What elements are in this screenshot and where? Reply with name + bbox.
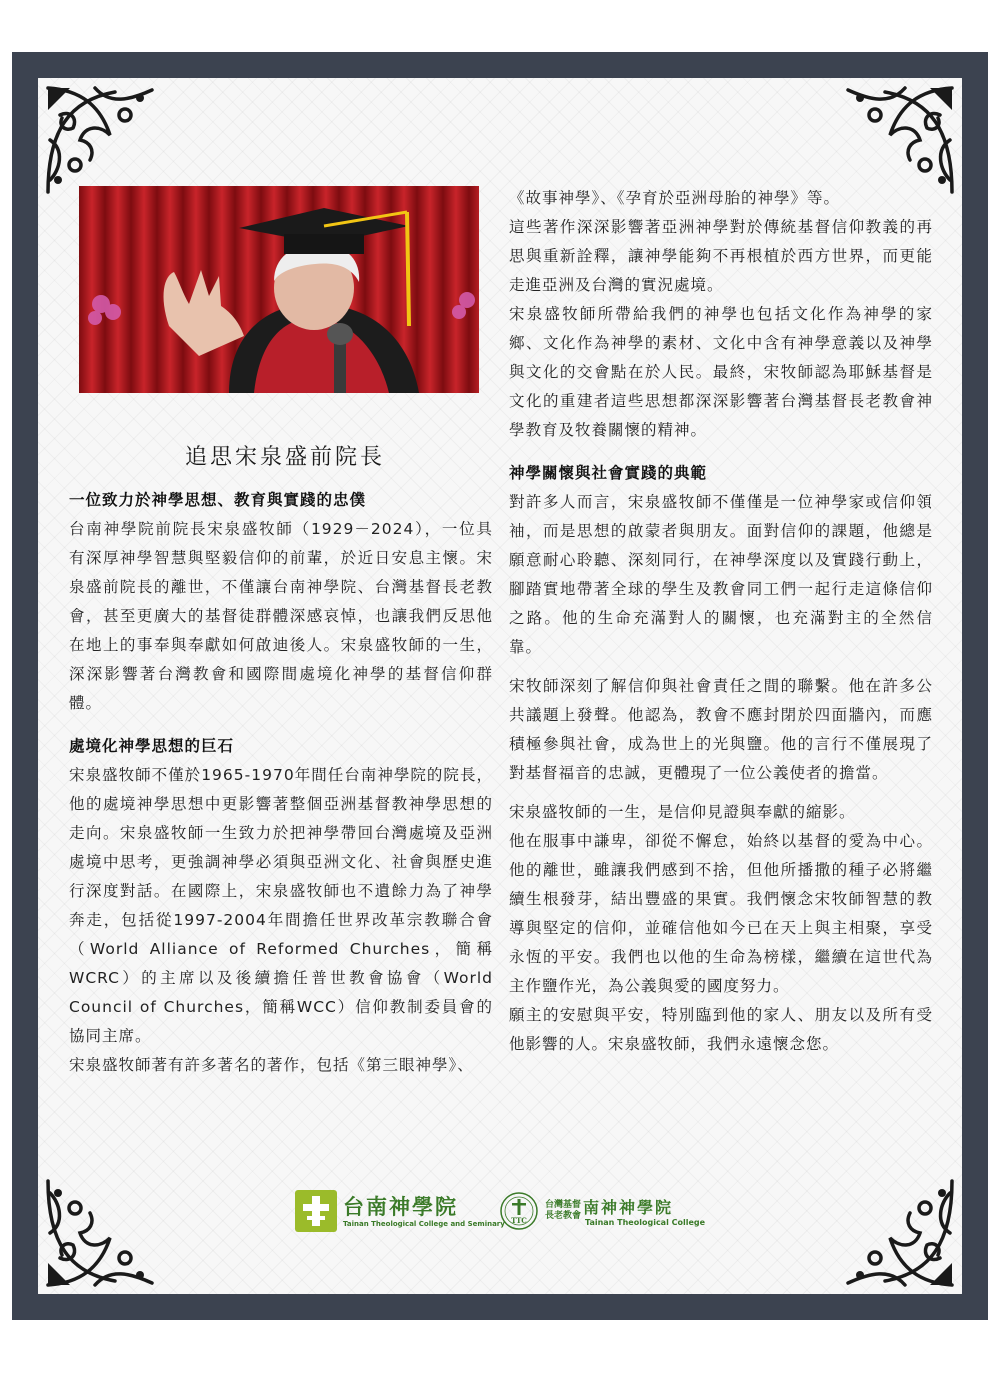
tainan-seminary-logo	[295, 1188, 505, 1234]
logo-name: 台南神學院	[343, 1195, 458, 1219]
ttc-seal-icon	[499, 1191, 539, 1231]
paragraph: 對許多人而言，宋泉盛牧師不僅僅是一位神學家或信仰領袖，而是思想的啟蒙者與朋友。面對信仰的課題，他總是願意耐心聆聽、深刻同行，在神學深度以及實踐行動上，腳踏實地帶著全球的學生及教會同工們一起行走這條信仰之路。他的生命充滿對人的關懷，也充滿對主的全然信靠。	[509, 493, 933, 656]
portrait-photo	[79, 186, 479, 393]
corner-ornament-top-right	[840, 80, 960, 200]
logo-subtitle: Tainan Theological College	[585, 1218, 706, 1227]
corner-ornament-bottom-left	[40, 1173, 160, 1293]
page-title: 追思宋泉盛前院長	[184, 445, 385, 470]
paragraph: 宋泉盛牧師著有許多著名的著作，包括《第三眼神學》、	[69, 1056, 474, 1074]
left-column	[69, 486, 493, 1080]
paragraph: 願主的安慰與平安，特別臨到他的家人、朋友以及所有受他影響的人。宋泉盛牧師，我們永遠懷念您。	[509, 1006, 933, 1053]
right-column	[509, 184, 933, 1059]
logo-subtitle: Tainan Theological College and Seminary	[343, 1220, 505, 1228]
section-heading: 一位致力於神學思想、教育與實踐的忠僕	[69, 491, 367, 509]
logo-name: 南神神學院	[583, 1198, 674, 1217]
section-heading: 處境化神學思想的巨石	[69, 737, 235, 755]
seal-text: TTC	[511, 1216, 527, 1225]
logo-line1: 台灣基督	[545, 1200, 582, 1210]
paragraph: 台南神學院前院長宋泉盛牧師（1929－2024），一位具有深厚神學智慧與堅毅信仰的前輩，於近日安息主懷。宋泉盛前院長的離世，不僅讓台南神學院、台灣基督長老教會，甚至更廣大的基督徒群體深感哀悼，也讓我們反思他在地上的事奉與奉獻如何啟迪後人。宋泉盛牧師的一生，深深影響著台灣教會和國際間處境化神學的基督信仰群體。	[69, 520, 493, 712]
section-heading: 神學關懷與社會實踐的典範	[509, 464, 708, 482]
paragraph: 宋泉盛牧師的一生，是信仰見證與奉獻的縮影。	[509, 803, 856, 821]
corner-ornament-bottom-right	[840, 1173, 960, 1293]
corner-ornament-top-left	[40, 80, 160, 200]
ttc-logo	[499, 1188, 705, 1234]
paragraph: 他在服事中謙卑，卻從不懈怠，始終以基督的愛為中心。他的離世，雖讓我們感到不捨，但他所播撒的種子必將繼續生根發芽，結出豐盛的果實。我們懷念宋牧師智慧的教導與堅定的信仰，並確信他如今已在天上與主相聚，享受永恆的平安。我們也以他的生命為榜樣，繼續在這世代為主作鹽作光，為公義與愛的國度努力。	[509, 832, 933, 995]
cross-logo-icon	[295, 1190, 337, 1232]
logo-line2: 長老教會	[545, 1211, 582, 1221]
paragraph: 這些著作深深影響著亞洲神學對於傳統基督信仰教義的再思與重新詮釋，讓神學能夠不再根植於西方世界，而更能走進亞洲及台灣的實況處境。	[509, 218, 933, 294]
paragraph: 宋泉盛牧師不僅於1965-1970年間任台南神學院的院長，他的處境神學思想中更影響著整個亞洲基督教神學思想的走向。宋泉盛牧師一生致力於把神學帶回台灣處境及亞洲處境中思考，更強調神學必須與亞洲文化、社會與歷史進行深度對話。在國際上，宋泉盛牧師也不遺餘力為了神學奔走，包括從1997-2004年間擔任世界改革宗教聯合會（World Alliance of Reformed Churches，簡稱WCRC）的主席以及後續擔任普世教會協會（World Council of Churches，簡稱WCC）信仰教制委員會的協同主席。	[69, 766, 493, 1045]
paragraph: 宋牧師深刻了解信仰與社會責任之間的聯繫。他在許多公共議題上發聲。他認為，教會不應封閉於四面牆內，而應積極參與社會，成為世上的光與鹽。他的言行不僅展現了對基督福音的忠誠，更體現了一位公義使者的擔當。	[509, 677, 933, 782]
paragraph: 宋泉盛牧師所帶給我們的神學也包括文化作為神學的家鄉、文化作為神學的素材、文化中含有神學意義以及神學與文化的交會點在於人民。最終，宋牧師認為耶穌基督是文化的重建者這些思想都深深影響著台灣基督長老教會神學教育及牧養關懷的精神。	[509, 305, 933, 439]
paragraph: 《故事神學》、《孕育於亞洲母胎的神學》等。	[509, 189, 841, 207]
